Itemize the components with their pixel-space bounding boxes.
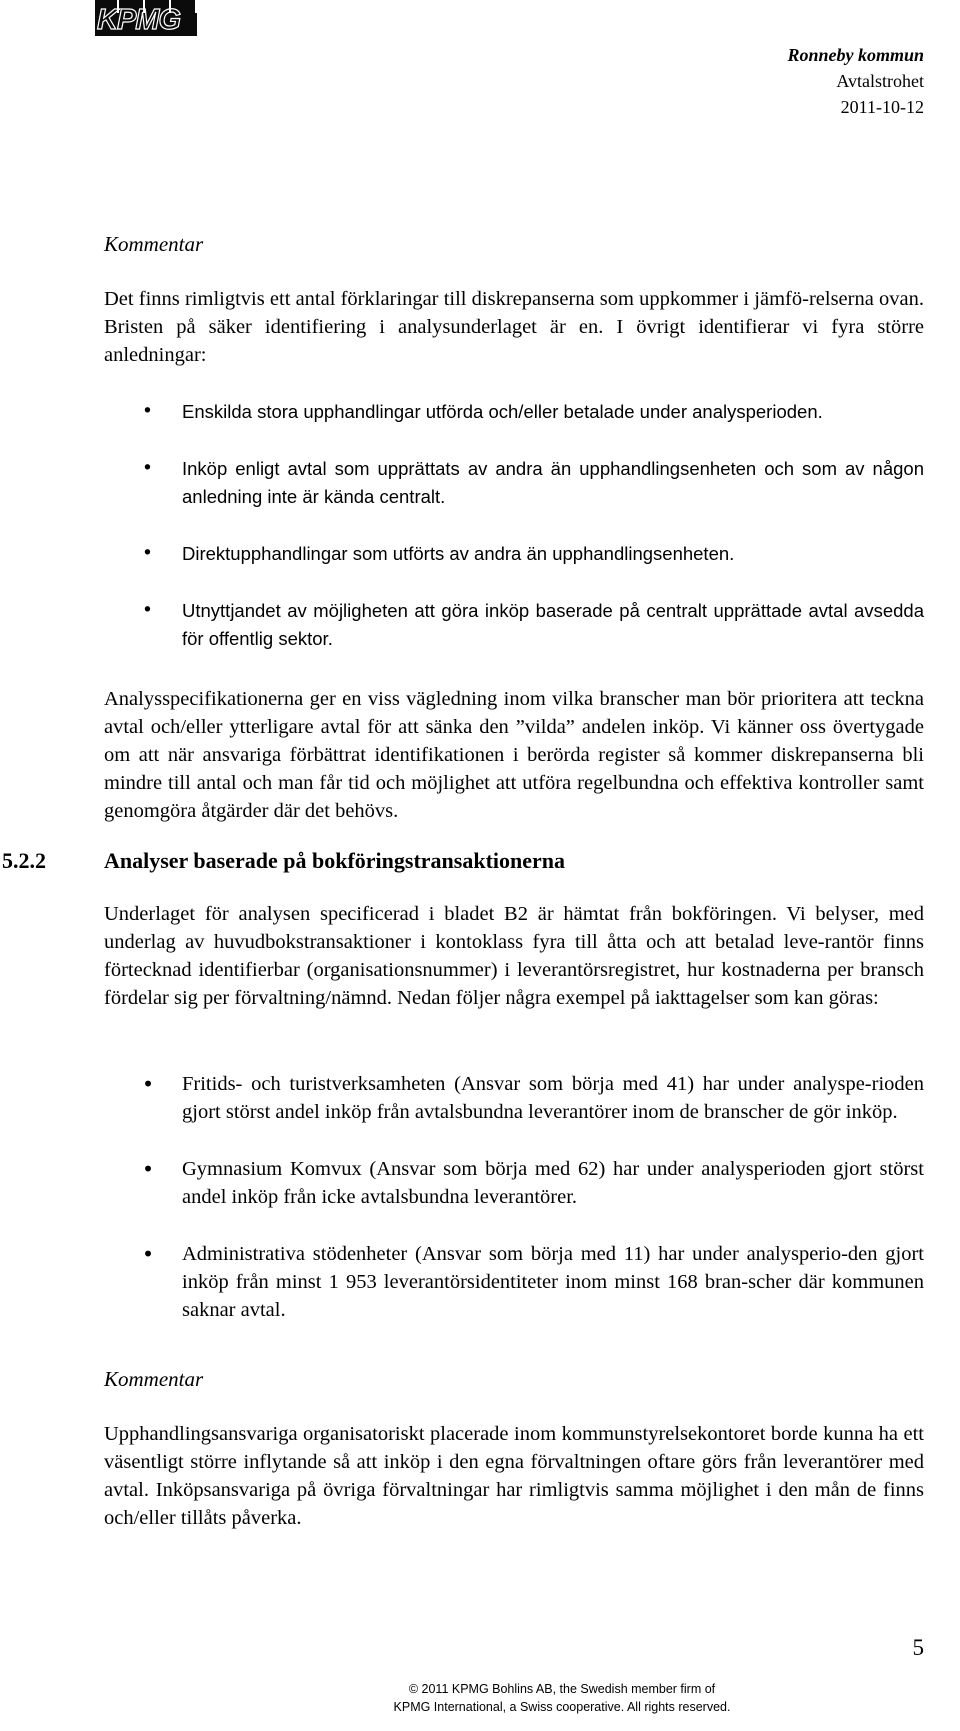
comment-conclusion-paragraph: Analysspecifikationerna ger en viss vägledning inom vilka branscher man bör prioritera att teckna avtal och/eller ytterligare avtal för att sänka den ”vilda” andelen inköp. Vi känner oss övertygade om att när ansvariga förbättrat identifikationen i berörda register så kommer diskrepanserna bli mindre till antal och man får tid och möjlighet att utföra regelbundna och effektiva kontroller samt genomgöra åtgärder där det behövs. xyxy=(104,688,924,822)
list-item: • Direktupphandlingar som utförts av andra än upphandlingsenheten. xyxy=(104,540,924,568)
footer-line-2: KPMG International, a Swiss cooperative. All rights reserved. xyxy=(393,1700,731,1714)
comment-intro-paragraph: Det finns rimligtvis ett antal förklaringar till diskrepanserna som uppkommer i jämfö-relserna ovan. Bristen på säker identifiering i analysunderlaget är en. I övrigt identifierar vi fyra större anledningar: xyxy=(104,288,924,366)
document-header xyxy=(787,42,924,120)
list-item: • Fritids- och turistverksamheten (Ansvar som börja med 41) har under analyspe-rioden gjort störst andel inköp från avtalsbundna leverantörer inom de branscher de gör inköp. xyxy=(104,1070,924,1126)
list-item: • Gymnasium Komvux (Ansvar som börja med 62) har under analysperioden gjort störst andel inköp från icke avtalsbundna leverantörer. xyxy=(104,1155,924,1211)
header-date: 2011-10-12 xyxy=(840,97,924,117)
section-title: Analyser baserade på bokföringstransaktionerna xyxy=(104,848,566,873)
section-number: 5.2.2 xyxy=(2,848,46,873)
list-item: • Utnyttjandet av möjligheten att göra inköp baserade på centralt upprättade avtal avsedda för offentlig sektor. xyxy=(104,597,924,653)
comment-heading-1: Kommentar xyxy=(104,232,204,256)
section-bullet-list xyxy=(104,1070,924,1324)
list-item: • Administrativa stödenheter (Ansvar som börja med 11) har under analysperio-den gjort inköp från minst 1 953 leverantörsidentiteter inom minst 168 bran-scher där kommunen saknar avtal. xyxy=(104,1240,924,1324)
logo-text: KPMG xyxy=(97,4,180,36)
header-organization: Ronneby kommun xyxy=(787,45,924,65)
footer-line-1: © 2011 KPMG Bohlins AB, the Swedish member firm of xyxy=(408,1682,716,1696)
comment-2-paragraph: Upphandlingsansvariga organisatoriskt placerade inom kommunstyrelsekontoret borde kunna ha ett väsentligt större inflytande så att inköp i den egna förvaltningen oftare görs från leverantörer med avtal. Inköpsansvariga på övriga förvaltningar har rimligtvis samma möjlighet i den mån de finns och/eller tillåts påverka. xyxy=(104,1423,924,1529)
page-number: 5 xyxy=(912,1635,924,1660)
section-intro-paragraph: Underlaget för analysen specificerad i bladet B2 är hämtat från bokföringen. Vi belyser, med underlag av huvudbokstransaktioner i kontoklass fyra till åtta och att betalad leve-rantör finns förtecknad identifierbar (organisationsnummer) i leverantörsregistret, hur kostnaderna per bransch fördelar sig per förvaltning/nämnd. Nedan följer några exempel på iakttagelser som kan göras: xyxy=(104,903,924,1009)
kpmg-logo xyxy=(95,0,197,36)
comment-bullet-list xyxy=(104,398,924,653)
copyright-footer xyxy=(362,1680,762,1716)
list-item: • Enskilda stora upphandlingar utförda och/eller betalade under analysperioden. xyxy=(104,398,924,426)
comment-heading-2: Kommentar xyxy=(104,1367,204,1391)
header-subject: Avtalstrohet xyxy=(836,71,924,91)
list-item: • Inköp enligt avtal som upprättats av andra än upphandlingsenheten och som av någon anledning inte är kända centralt. xyxy=(104,455,924,511)
